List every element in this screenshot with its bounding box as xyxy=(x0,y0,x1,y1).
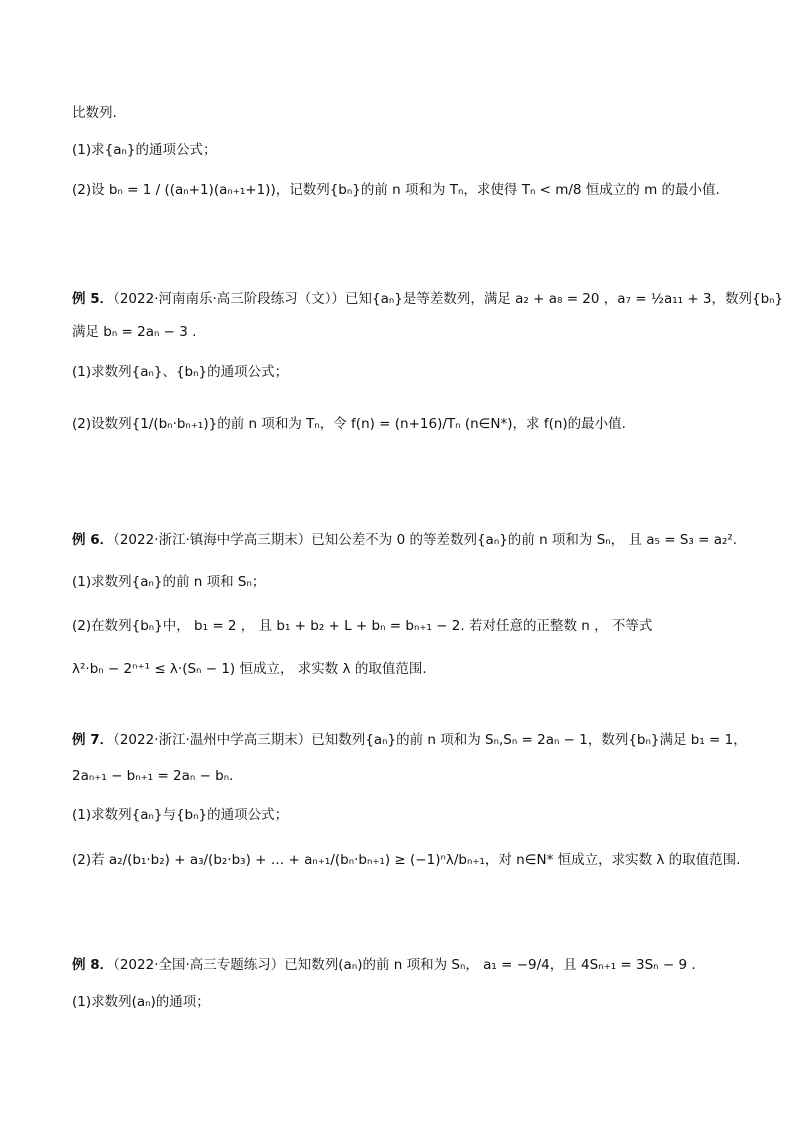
text-line: （2022·浙江·温州中学高三期末）已知数列{aₙ}的前 n 项和为 Sₙ,Sₙ = 2aₙ − 1，数列{bₙ}满足 b₁ = 1， xyxy=(113,732,747,748)
text-line: 2aₙ₊₁ − bₙ₊₁ = 2aₙ − bₙ. xyxy=(72,768,234,784)
text-line: （2022·全国·高三专题练习）已知数列(aₙ)的前 n 项和为 Sₙ， a₁ = −9/4，且 4Sₙ₊₁ = 3Sₙ − 9 . xyxy=(113,957,696,973)
example-label: 例 7． xyxy=(72,732,114,748)
text-line: λ²·bₙ − 2ⁿ⁺¹ ≤ λ·(Sₙ − 1) 恒成立， 求实数 λ 的取值范围. xyxy=(72,661,427,677)
text-line: (2)设 bₙ = 1 / ((aₙ+1)(aₙ₊₁+1))，记数列{bₙ}的前 n 项和为 Tₙ，求使得 Tₙ < m/8 恒成立的 m 的最小值. xyxy=(72,182,720,198)
example-label: 例 8． xyxy=(72,957,114,973)
text-line: (1)求数列{aₙ}、{bₙ}的通项公式； xyxy=(72,364,289,380)
text-line: 比数列. xyxy=(72,105,117,121)
example-label: 例 5． xyxy=(72,291,114,307)
text-line: （2022·浙江·镇海中学高三期末）已知公差不为 0 的等差数列{aₙ}的前 n 项和为 Sₙ， 且 a₅ = S₃ = a₂². xyxy=(113,532,738,548)
text-line: (1)求{aₙ}的通项公式； xyxy=(72,142,217,158)
text-line: (2)在数列{bₙ}中， b₁ = 2 ， 且 b₁ + b₂ + L + bₙ = bₙ₊₁ − 2. 若对任意的正整数 n ， 不等式 xyxy=(72,618,653,634)
text-line: (1)求数列{aₙ}的前 n 项和 Sₙ； xyxy=(72,574,266,590)
text-line: (1)求数列(aₙ)的通项； xyxy=(72,994,210,1010)
text-line: 满足 bₙ = 2aₙ − 3 . xyxy=(72,324,197,340)
example-6 xyxy=(72,530,737,550)
text-line: (2)设数列{1/(bₙ·bₙ₊₁)}的前 n 项和为 Tₙ，令 f(n) = (n+16)/Tₙ (n∈N*)，求 f(n)的最小值. xyxy=(72,416,626,432)
example-5 xyxy=(72,289,783,309)
text-line: (1)求数列{aₙ}与{bₙ}的通项公式； xyxy=(72,807,289,823)
example-label: 例 6． xyxy=(72,532,114,548)
example-8 xyxy=(72,955,696,975)
example-7 xyxy=(72,730,747,750)
text-line: （2022·河南南乐·高三阶段练习（文））已知{aₙ}是等差数列，满足 a₂ + a₈ = 20 ，a₇ = ½a₁₁ + 3，数列{bₙ} xyxy=(113,291,784,307)
text-line: (2)若 a₂/(b₁·b₂) + a₃/(b₂·b₃) + … + aₙ₊₁/(bₙ·bₙ₊₁) ≥ (−1)ⁿλ/bₙ₊₁，对 n∈N* 恒成立，求实数 λ 的取值范围. xyxy=(72,852,741,868)
